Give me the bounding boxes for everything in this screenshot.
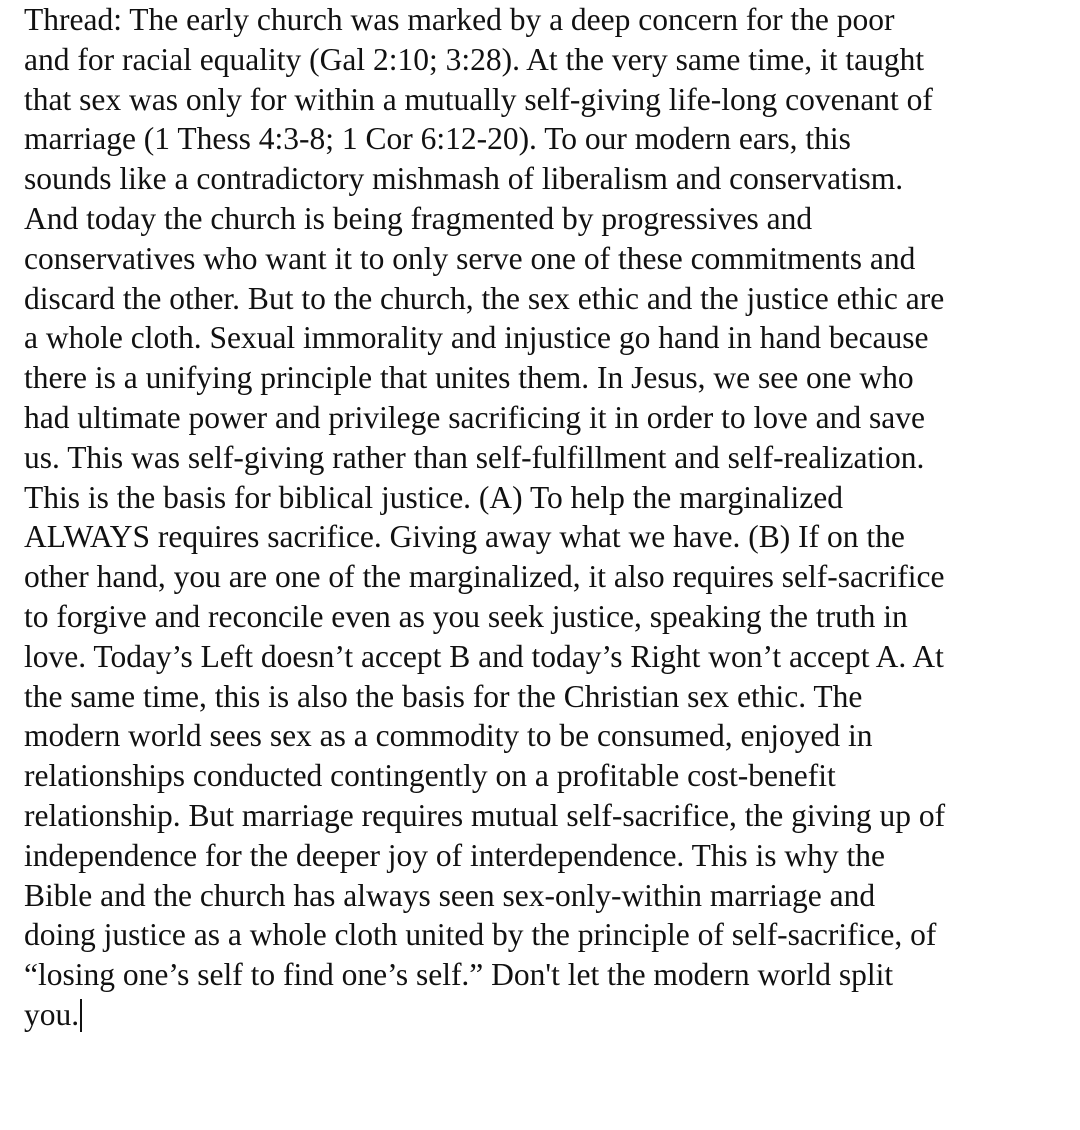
text-line-15: other hand, you are one of the marginalized, it also requires self-sacrifice [24,559,945,595]
text-line-12: us. This was self-giving rather than self-fulfillment and self-realization. [24,439,925,475]
text-line-2: and for racial equality (Gal 2:10; 3:28). At the very same time, it taught [24,41,925,77]
text-line-11: had ultimate power and privilege sacrificing it in order to love and save [24,399,925,435]
text-line-16: to forgive and reconcile even as you seek justice, speaking the truth in [24,598,908,634]
text-line-10: there is a unifying principle that unites them. In Jesus, we see one who [24,360,914,396]
text-line-8: discard the other. But to the church, the sex ethic and the justice ethic are [24,280,945,316]
text-line-25: “losing one’s self to find one’s self.” Don't let the modern world split [24,957,894,993]
text-line-24: doing justice as a whole cloth united by the principle of self-sacrifice, of [24,917,937,953]
text-line-13: This is the basis for biblical justice. (A) To help the marginalized [24,479,843,515]
text-line-22: independence for the deeper joy of interdependence. This is why the [24,837,885,873]
text-line-14: ALWAYS requires sacrifice. Giving away what we have. (B) If on the [24,519,905,555]
text-line-9: a whole cloth. Sexual immorality and injustice go hand in hand because [24,320,929,356]
text-line-23: Bible and the church has always seen sex-only-within marriage and [24,877,876,913]
text-line-7: conservatives who want it to only serve one of these commitments and [24,240,916,276]
text-line-4: marriage (1 Thess 4:3-8; 1 Cor 6:12-20). To our modern ears, this [24,121,851,157]
text-line-26 [24,995,1064,1035]
text-line-26-content: you. [24,996,80,1032]
text-line-21: relationship. But marriage requires mutual self-sacrifice, the giving up of [24,797,946,833]
text-line-1: Thread: The early church was marked by a deep concern for the poor [24,2,895,37]
text-line-19: modern world sees sex as a commodity to be consumed, enjoyed in [24,718,873,754]
text-cursor [80,999,82,1032]
text-line-5: sounds like a contradictory mishmash of liberalism and conservatism. [24,161,904,197]
text-line-17: love. Today’s Left doesn’t accept B and today’s Right won’t accept A. At [24,638,944,674]
text-line-18: the same time, this is also the basis for the Christian sex ethic. The [24,678,863,714]
text-line-3: that sex was only for within a mutually self-giving life-long covenant of [24,81,933,117]
text-line-20: relationships conducted contingently on a profitable cost-benefit [24,758,836,794]
document-body[interactable] [24,0,1064,1035]
text-line-6: And today the church is being fragmented by progressives and [24,200,813,236]
